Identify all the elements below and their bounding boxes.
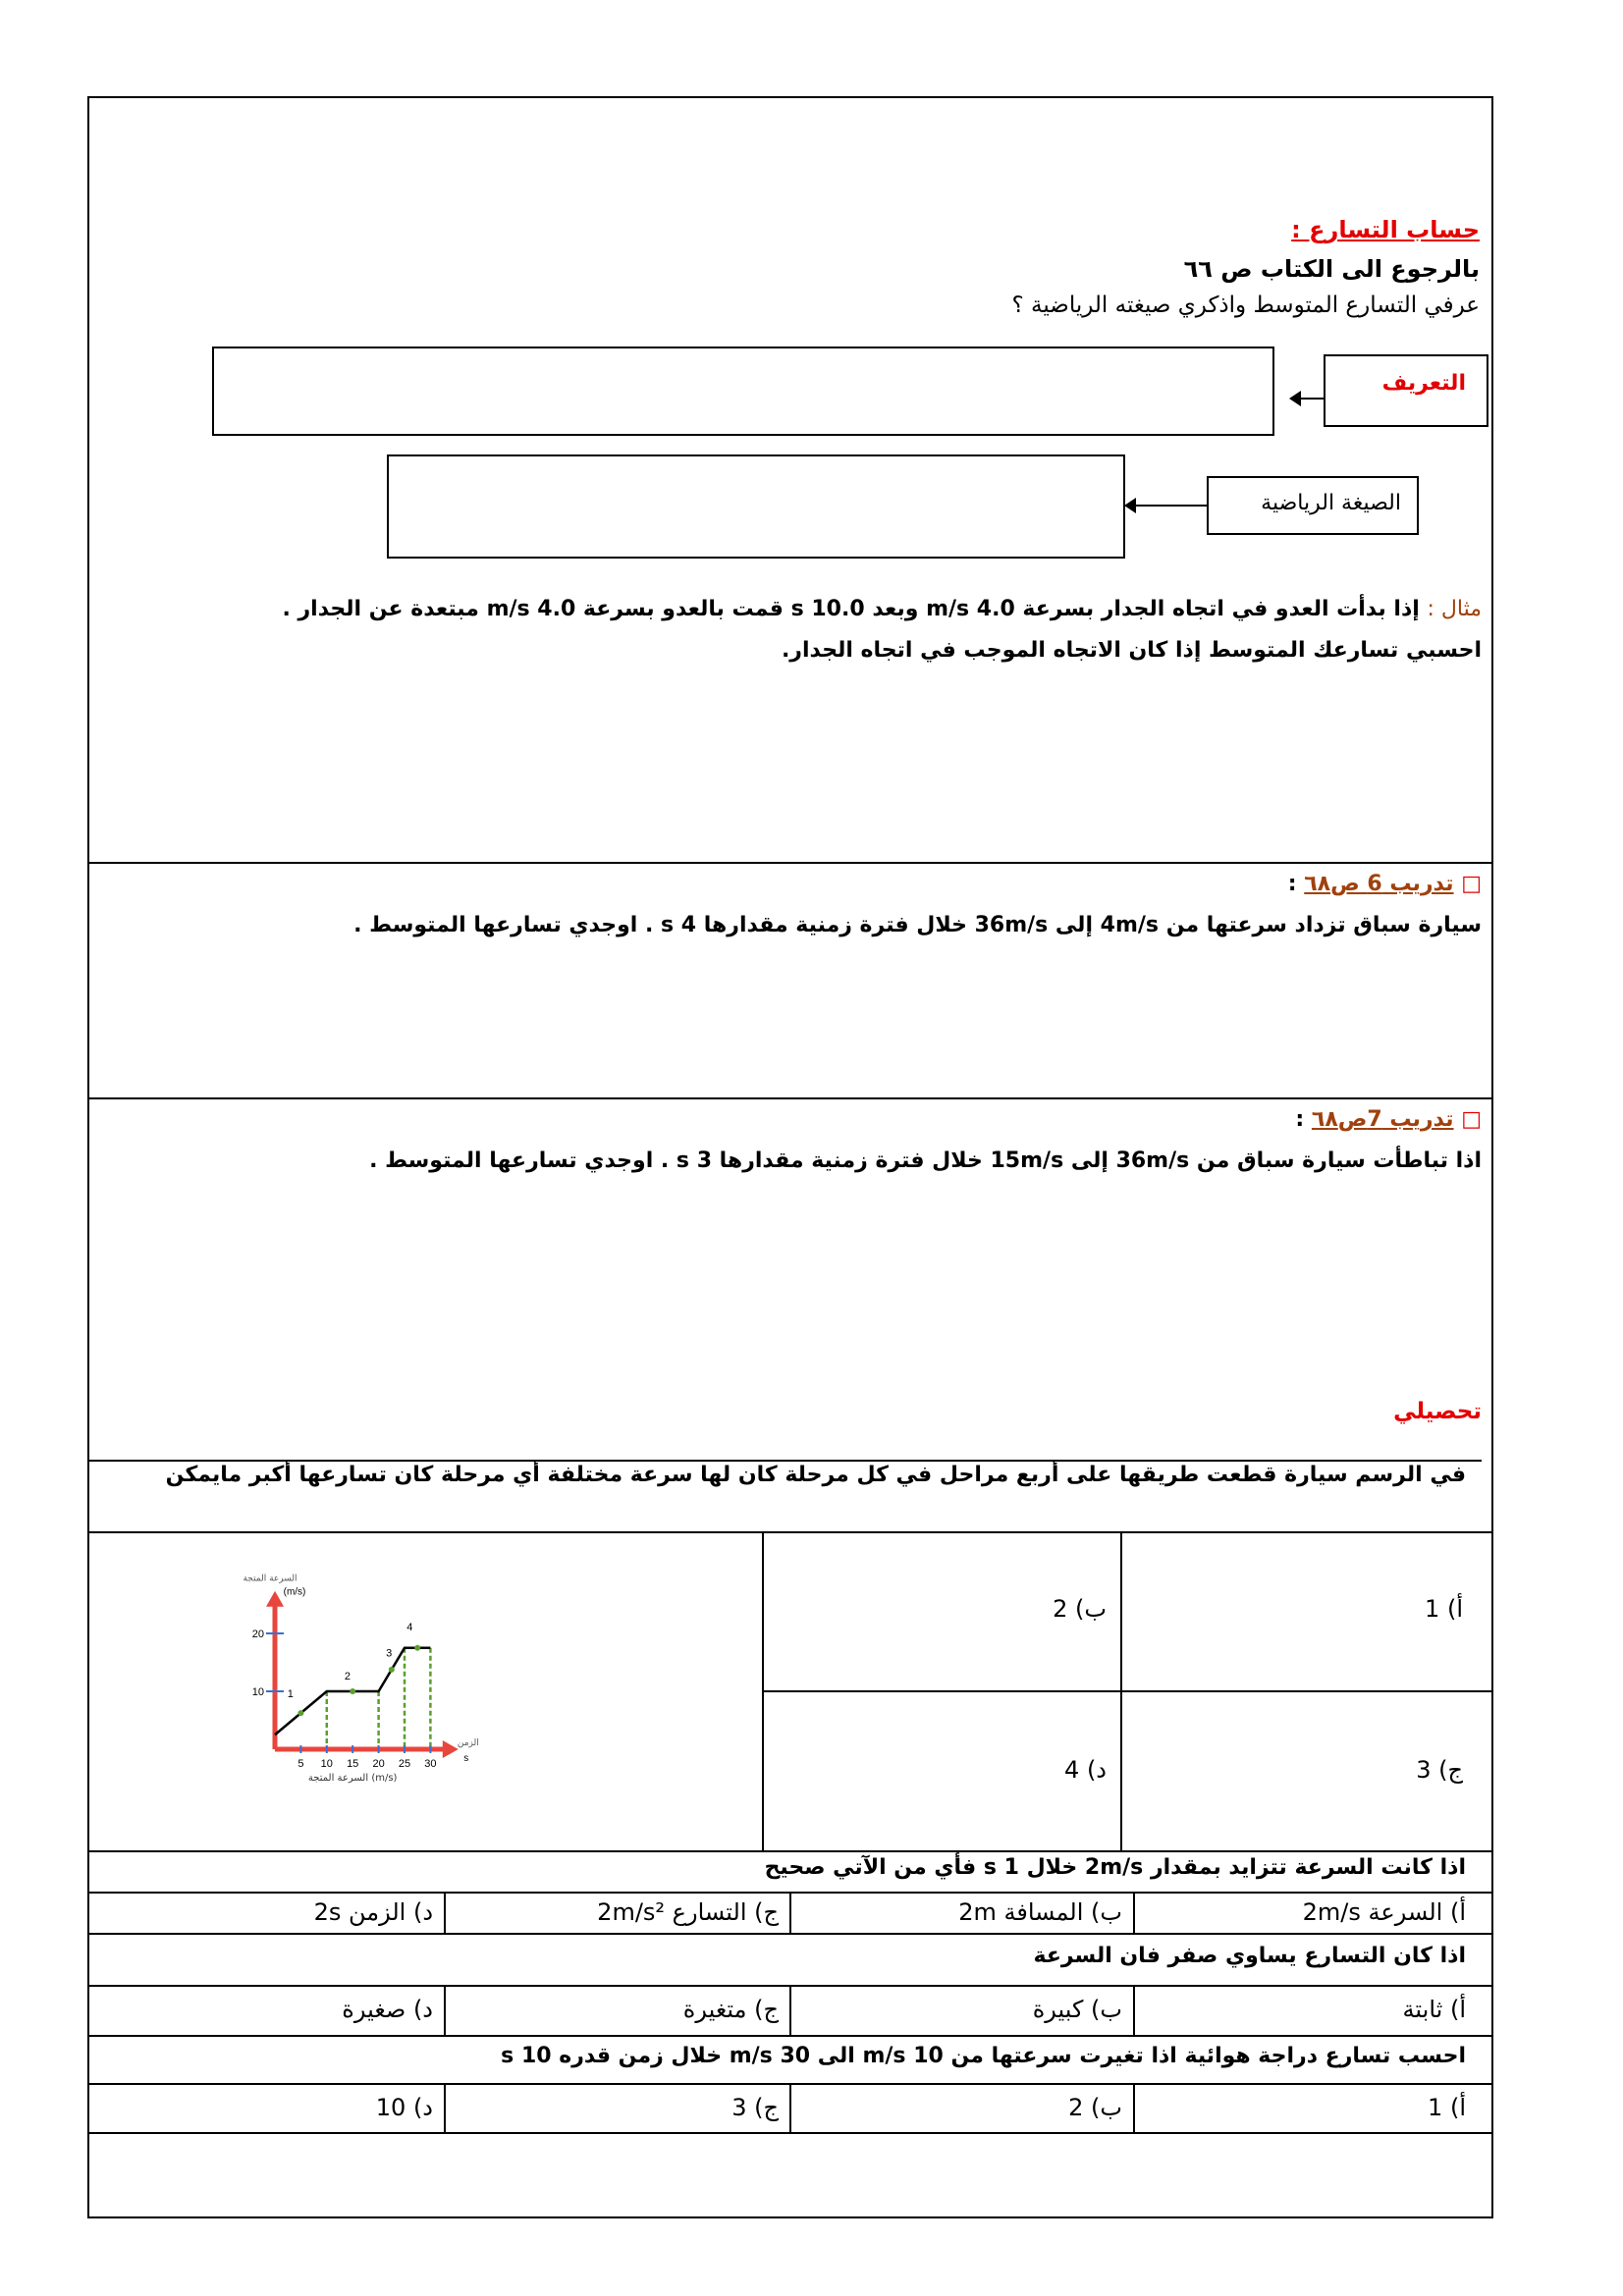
- book-reference: بالرجوع الى الكتاب ص ٦٦: [1183, 255, 1480, 283]
- assessment-title: تحصيلي: [1393, 1399, 1482, 1424]
- velocity-time-chart: [236, 1561, 550, 1826]
- example-line-2: احسبي تسارعك المتوسط إذا كان الاتجاه الموجب في اتجاه الجدار.: [781, 638, 1482, 663]
- q3-option-a[interactable]: أ) ثابتة: [1402, 1996, 1466, 2023]
- example-label: مثال :: [1427, 597, 1482, 621]
- y-tick-label: 10: [251, 1686, 264, 1698]
- checkbox-icon[interactable]: □: [1461, 1107, 1482, 1132]
- direction-arrow-icon: [414, 1645, 420, 1651]
- formula-label: الصيغة الرياضية: [1261, 491, 1401, 515]
- y-axis-arrow-icon: [266, 1591, 284, 1607]
- y-tick-label: 20: [251, 1629, 264, 1640]
- table-line: [1133, 1892, 1135, 1933]
- x-axis-unit: s: [463, 1753, 469, 1764]
- q3-option-d[interactable]: د) صغيرة: [342, 1996, 433, 2023]
- q3-option-c[interactable]: ج) متغيرة: [682, 1996, 779, 2023]
- colon: :: [1295, 1107, 1305, 1132]
- question-4-text: احسب تسارع دراجة هوائية اذا تغيرت سرعتها من 10 m/s الى 30 m/s خلال زمن قدره 10 s: [501, 2044, 1466, 2068]
- q2-option-a[interactable]: أ) السرعة 2m/s: [1302, 1898, 1466, 1926]
- table-line: [87, 1531, 1493, 1533]
- stage-label: 3: [386, 1647, 393, 1660]
- question-2-text: اذا كانت السرعة تتزايد بمقدار 2m/s خلال 1 s فأي من الآتي صحيح: [764, 1855, 1466, 1880]
- direction-arrow-icon: [298, 1710, 303, 1716]
- x-tick-label: 15: [347, 1758, 359, 1770]
- x-tick-label: 10: [320, 1758, 333, 1770]
- table-line: [1133, 1985, 1135, 2035]
- definition-label: التعريف: [1381, 371, 1466, 396]
- x-tick-label: 20: [372, 1758, 385, 1770]
- divider: [87, 862, 1493, 864]
- q4-option-c[interactable]: ج) 3: [731, 2094, 779, 2121]
- direction-arrow-icon: [350, 1688, 355, 1694]
- x-axis-label: الزمن: [457, 1738, 479, 1748]
- x-axis-arrow-icon: [443, 1740, 459, 1758]
- y-axis-label: السرعة المتجة: [243, 1574, 298, 1584]
- arrowhead-icon: [1289, 391, 1301, 406]
- x-tick-label: 25: [398, 1758, 411, 1770]
- instruction-text: عرفي التسارع المتوسط واذكري صيغته الرياضية ؟: [1011, 293, 1480, 318]
- exercise-7-title: تدريب 7ص٦٨: [1311, 1107, 1454, 1132]
- stage-label: 4: [406, 1622, 413, 1634]
- q2-option-d[interactable]: د) الزمن 2s: [313, 1898, 433, 1926]
- q4-option-d[interactable]: د) 10: [375, 2094, 433, 2121]
- table-line: [444, 1985, 446, 2035]
- x-tick-label: 30: [424, 1758, 437, 1770]
- table-line: [762, 1690, 1493, 1692]
- stage-label: 1: [287, 1687, 294, 1700]
- exercise-6-title: تدريب 6 ص٦٨: [1304, 872, 1454, 896]
- arrowhead-icon: [1124, 498, 1136, 513]
- section-title: حساب التسارع :: [1291, 216, 1480, 243]
- table-line: [444, 2083, 446, 2132]
- table-line: [444, 1892, 446, 1933]
- table-line: [87, 2035, 1493, 2037]
- q2-option-b[interactable]: ب) المسافة 2m: [958, 1898, 1122, 1926]
- question-1-text: في الرسم سيارة قطعت طريقها على أربع مراحل في كل مرحلة كان لها سرعة مختلفة أي مرحلة كان تسارعها أكبر مايمكن: [165, 1463, 1466, 1487]
- example-text: إذا بدأت العدو في اتجاه الجدار بسرعة m/s 4.0 وبعد s 10.0 قمت بالعدو بسرعة m/s 4.0 مبتعدة عن الجدار .: [282, 597, 1420, 621]
- table-line: [789, 2083, 791, 2132]
- divider: [87, 1097, 1493, 1099]
- exercise-6-heading: [1288, 872, 1482, 896]
- table-line: [789, 1892, 791, 1933]
- definition-answer-box[interactable]: [212, 347, 1274, 436]
- x-axis-caption: السرعة المتجة (m/s): [307, 1773, 398, 1784]
- exercise-7-text: اذا تباطأت سيارة سباق من 36m/s إلى 15m/s خلال فترة زمنية مقدارها 3 s . اوجدي تسارعها المتوسط .: [369, 1148, 1482, 1173]
- q2-option-c[interactable]: ج) التسارع 2m/s²: [597, 1898, 779, 1926]
- q3-option-b[interactable]: ب) كبيرة: [1032, 1996, 1122, 2023]
- q1-option-d[interactable]: د) 4: [1064, 1756, 1107, 1784]
- stage-label: 2: [344, 1671, 351, 1683]
- formula-answer-box[interactable]: [387, 454, 1125, 559]
- table-line: [789, 1985, 791, 2035]
- table-line: [87, 1933, 1493, 1935]
- q4-option-b[interactable]: ب) 2: [1068, 2094, 1122, 2121]
- table-line: [87, 1850, 1493, 1852]
- y-axis-unit: (m/s): [283, 1586, 306, 1598]
- definition-arrow: [1298, 398, 1324, 400]
- colon: :: [1287, 872, 1297, 896]
- divider: [87, 1460, 1482, 1462]
- q1-option-c[interactable]: ج) 3: [1416, 1756, 1463, 1784]
- table-line: [1133, 2083, 1135, 2132]
- formula-arrow: [1134, 505, 1207, 507]
- table-line: [87, 2132, 1493, 2134]
- question-3-text: اذا كان التسارع يساوي صفر فان السرعة: [1033, 1944, 1466, 1968]
- q1-option-b[interactable]: ب) 2: [1053, 1595, 1107, 1623]
- q1-option-a[interactable]: أ) 1: [1425, 1595, 1463, 1623]
- exercise-7-heading: [1295, 1107, 1482, 1132]
- example-line-1: [282, 597, 1482, 621]
- exercise-6-text: سيارة سباق تزداد سرعتها من 4m/s إلى 36m/s خلال فترة زمنية مقدارها 4 s . اوجدي تسارعها المتوسط .: [353, 913, 1482, 937]
- q4-option-a[interactable]: أ) 1: [1428, 2094, 1466, 2121]
- x-tick-label: 5: [298, 1758, 304, 1770]
- checkbox-icon[interactable]: □: [1461, 872, 1482, 896]
- direction-arrow-icon: [389, 1667, 395, 1673]
